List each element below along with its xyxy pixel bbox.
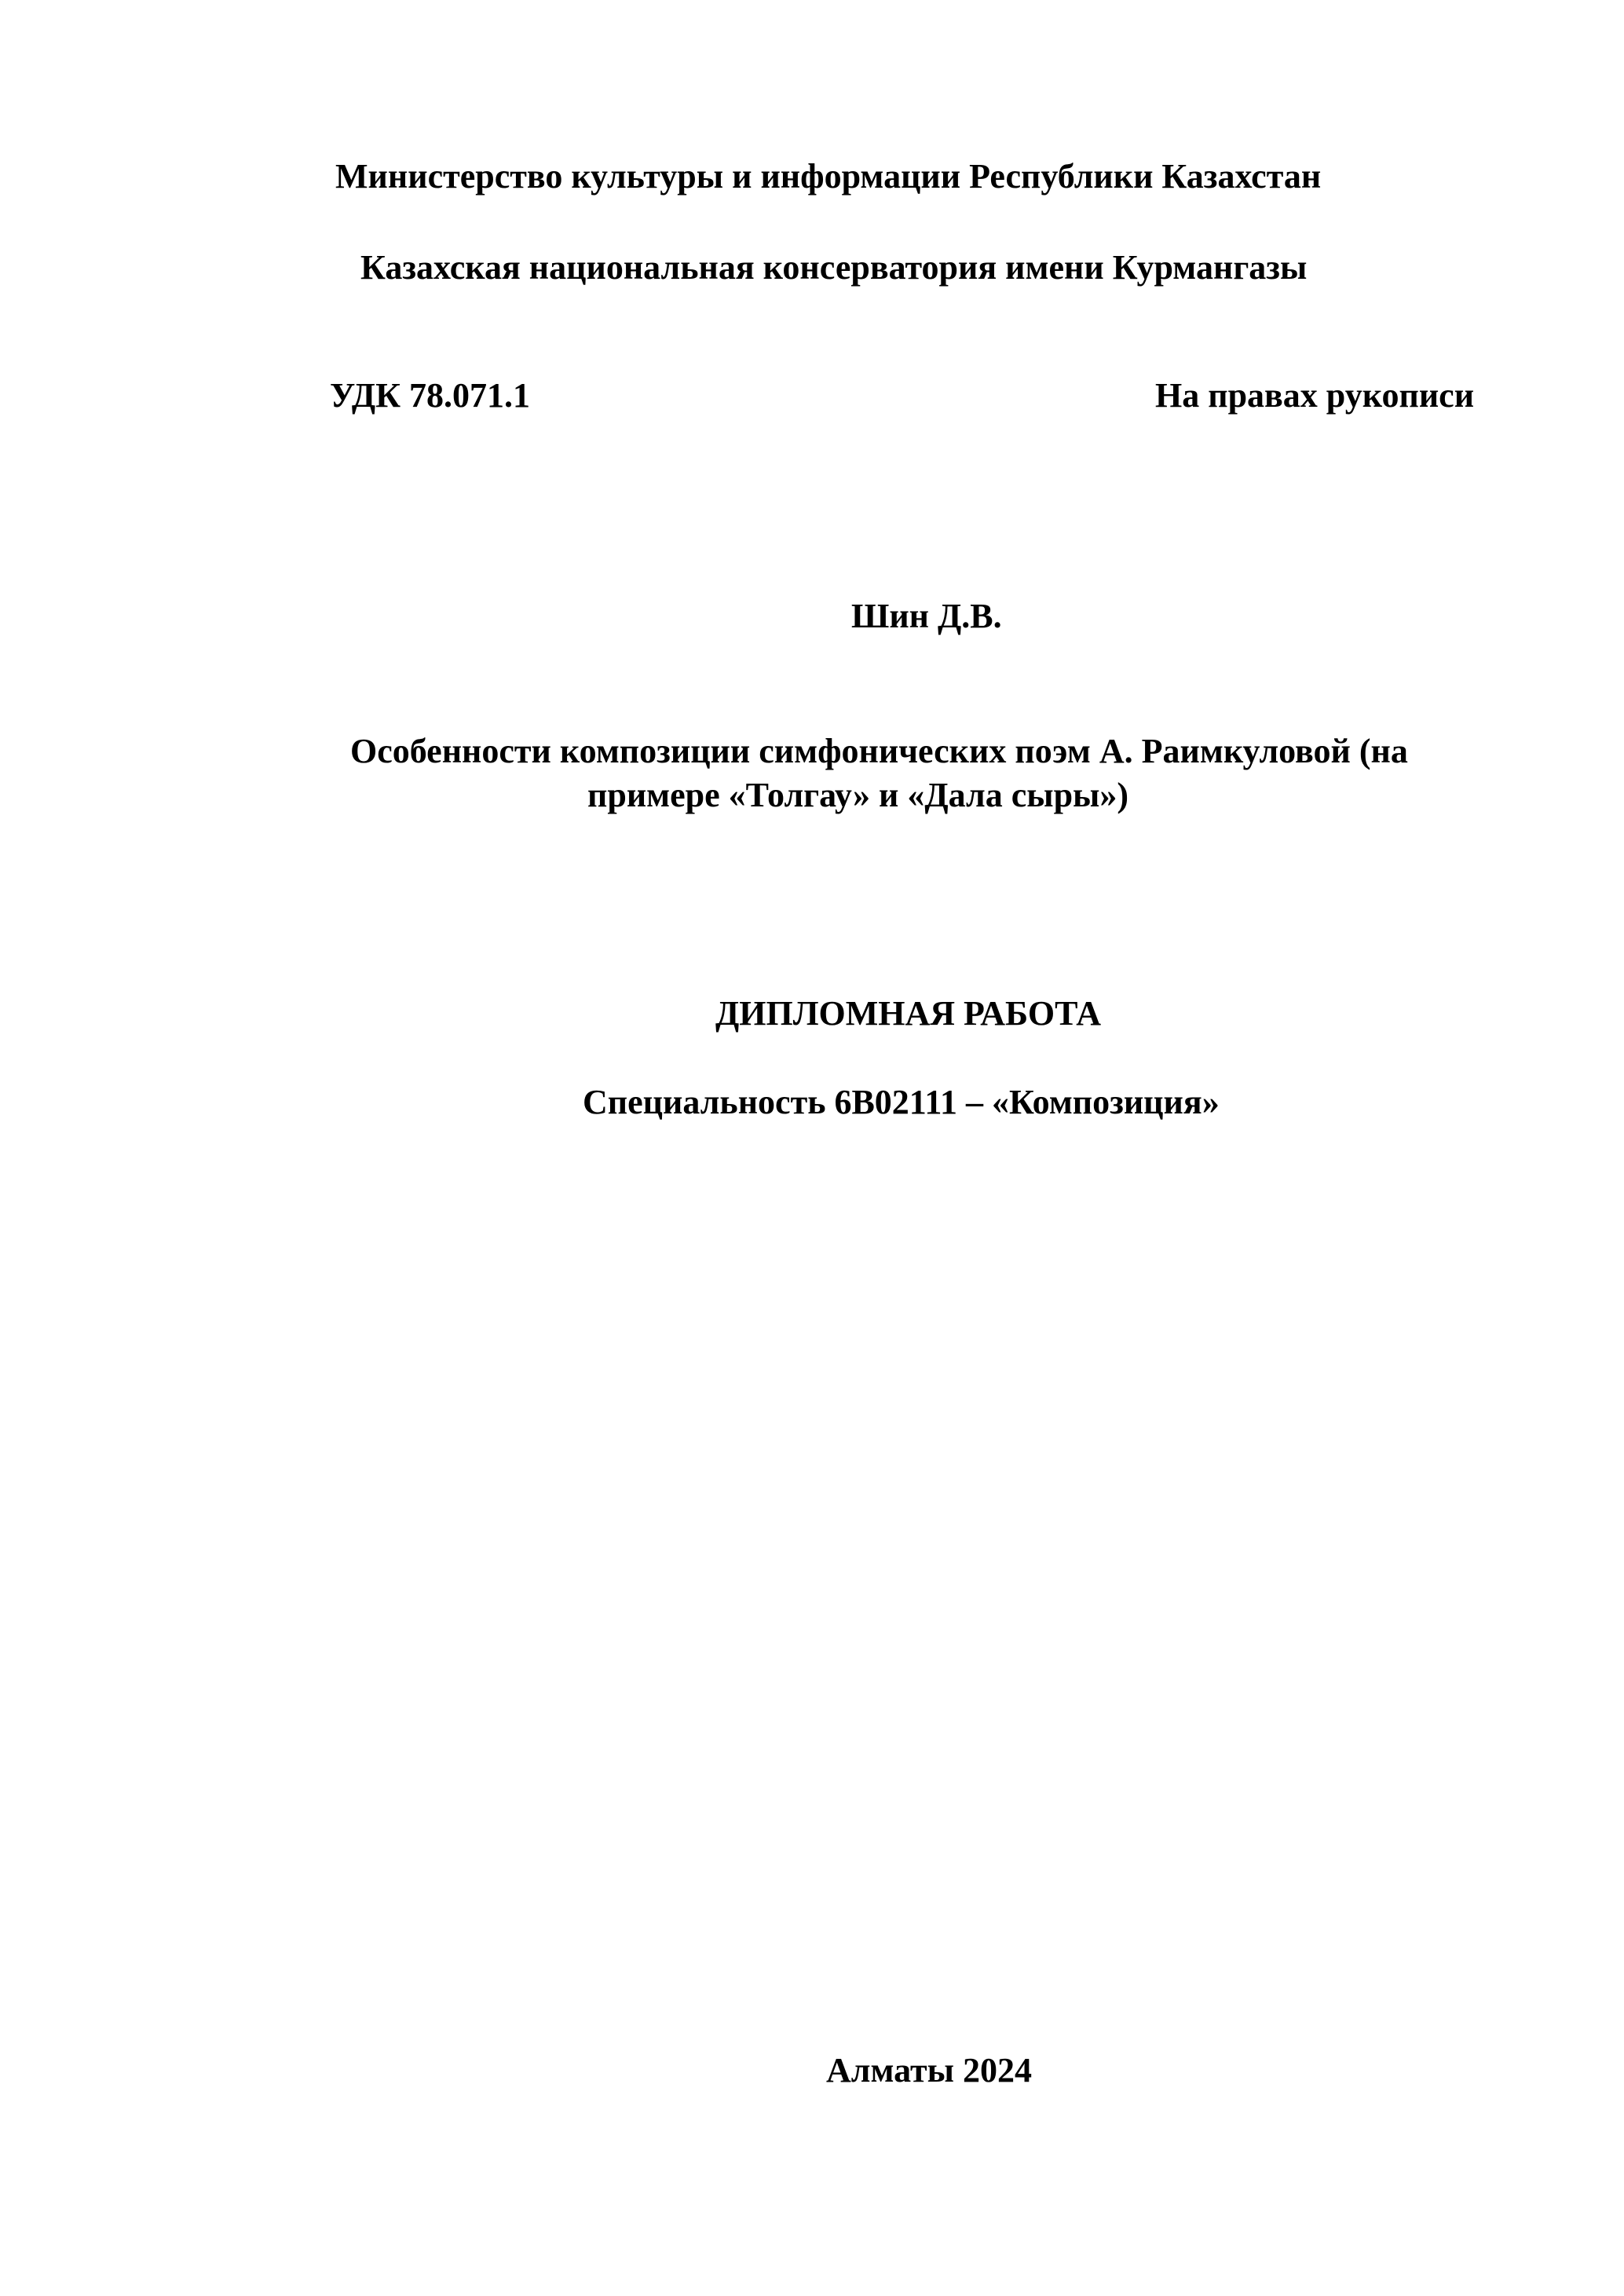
work-type: ДИПЛОМНАЯ РАБОТА (715, 994, 1102, 1033)
thesis-title-line-1: Особенности композиции симфонических поэм А. Раимкуловой (на (350, 732, 1408, 770)
specialty: Специальность 6В02111 – «Композиция» (583, 1083, 1220, 1121)
place-and-year: Алматы 2024 (826, 2051, 1032, 2089)
institution-heading: Казахская национальная консерватория имени Курмангазы (360, 248, 1308, 287)
thesis-title-line-2: примере «Толгау» и «Дала сыры») (587, 776, 1129, 814)
ministry-heading: Министерство культуры и информации Республики Казахстан (335, 157, 1322, 196)
author-name: Шин Д.В. (851, 597, 1002, 635)
manuscript-rights-note: На правах рукописи (1155, 376, 1475, 415)
udc-code: УДК 78.071.1 (330, 376, 531, 415)
